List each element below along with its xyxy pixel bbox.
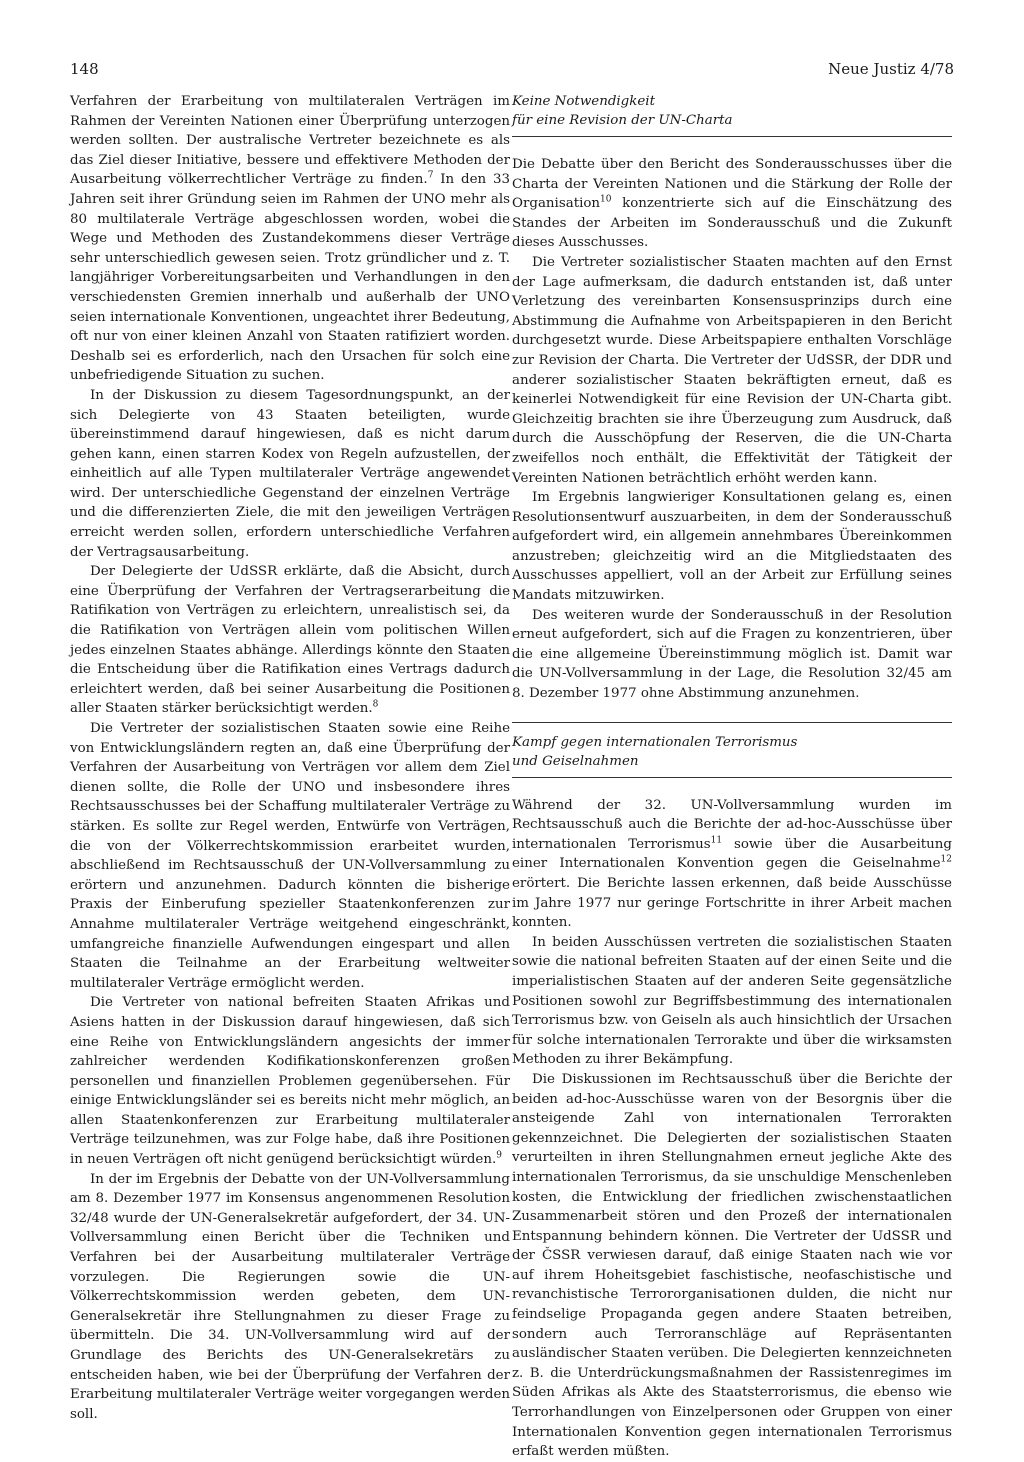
footnote-ref: 7 (427, 170, 434, 181)
paragraph: Die Vertreter von national befreiten Staaten Afrikas und Asiens hatten in der Diskussion darauf hingewiesen, daß sich eine Reihe von Entwicklungsländern angesichts der immer zahlreicher werdenden Kodifikationskonferenzen großen personellen und finanziellen Problemen gegenübersehen. Für einige Entwicklungsländer sei es bereits nicht mehr möglich, an allen Staatenkonferenzen zur Erarbeitung multilateraler Verträge teilzunehmen, was zur Folge habe, daß ihre Positionen in neuen Verträgen oft nicht genügend berücksichtigt würden.$^9$ (70, 995, 510, 1168)
footnote-ref: 9 (496, 1150, 502, 1161)
footnote-ref: 11 (710, 835, 723, 846)
paragraph: Die Vertreter der sozialistischen Staaten sowie eine Reihe von Entwicklungsländern regten an, daß eine Überprüfung der Verfahren der Ausarbeitung von Verträgen vor allem dem Ziel dienen sollte, die Rolle der UNO und insbesondere ihres Rechtsausschusses bei der Schaffung multilateraler Verträge zu stärken. Es sollte zur Regel werden, Entwürfe von Verträgen, die von der Völkerrechtskommission erarbeitet wurden, abschließend im Rechtsausschuß der UN-Vollversammlung zu erörtern und anzunehmen. Dadurch könnten die bisherige Praxis der Einberufung spezieller Staatenkonferenzen zur Annahme multilateraler Verträge weitgehend eingeschränkt, umfangreiche finanzielle Aufwendungen eingespart und allen Staaten die Teilnahme an der Erarbeitung weltweiter multilateraler Verträge ermöglicht werden. (70, 721, 510, 991)
paragraph: Verfahren der Erarbeitung von multilateralen Verträgen im Rahmen der Vereinten Nationen einer Überprüfung unterzogen werden sollten. Der australische Vertreter bezeichnete es als das Ziel dieser Initiative, bessere und effektivere Methoden der Ausarbeitung völkerrechtlicher Verträge zu finden.$^7$ In den 33 Jahren seit ihrer Gründung seien im Rahmen der UNO mehr als 80 multilaterale Verträge abgeschlossen worden, wobei die Wege und Methoden des Zustandekommens dieser Verträge sehr unterschiedlich gewesen seien. Trotz gründlicher und z. T. langjähriger Vorbereitungsarbeiten und Verhandlungen in den verschiedensten Gremien innerhalb und außerhalb der UNO seien internationale Konventionen, ungeachtet ihrer Bedeutung, oft nur von einer kleinen Anzahl von Staaten ratifiziert worden. Deshalb sei es erforderlich, nach den Ursachen für solch eine unbefriedigende Situation zu suchen. (70, 94, 510, 384)
paragraph: Die Vertreter sozialistischer Staaten machten auf den Ernst der Lage aufmerksam, die dadurch entstanden ist, daß unter Verletzung des vereinbarten Konsensusprinzips durch eine Abstimmung die Aufnahme von Arbeitspapieren in den Bericht durchgesetzt wurde. Diese Arbeitspapiere enthalten Vorschläge zur Revision der Charta. Die Vertreter der UdSSR, der DDR und anderer sozialistischer Staaten bekräftigten erneut, daß es keinerlei Notwendigkeit für eine Revision der UN-Charta gibt. Gleichzeitig brachten sie ihre Überzeugung zum Ausdruck, daß durch die Ausschöpfung der Reserven, die die UN-Charta zweifellos noch enthält, die Effektivität der Tätigkeit der Vereinten Nationen beträchtlich erhöht werden kann. (512, 254, 952, 486)
section-heading: Keine Notwendigkeit für eine Revision der UN-Charta (512, 94, 733, 128)
paragraph: Im Ergebnis langwieriger Konsultationen gelang es, einen Resolutionsentwurf auszuarbeiten, in dem der Sonderausschuß aufgefordert wird, ein allgemein annehmbares Übereinkommen anzustreben; gleichzeitig wird an die Mitgliedstaaten des Ausschusses appelliert, voll an der Arbeit zur Erfüllung seines Mandats mitzuwirken. (512, 490, 952, 604)
section-divider (512, 136, 952, 137)
footnote-ref: 12 (940, 854, 952, 865)
footnote-ref: 10 (600, 194, 612, 205)
paragraph: In beiden Ausschüssen vertreten die sozialistischen Staaten sowie die national befreiten Staaten auf der einen Seite und die imperialistischen Staaten auf der anderen Seite gegensätzliche Positionen sowohl zur Begriffsbestimmung des internationalen Terrorismus bzw. von Geiseln als auch hinsichtlich der Ursachen für solche internationalen Terrorakte und über die wirksamsten Methoden zu ihrer Bekämpfung. (512, 934, 952, 1068)
section-divider (512, 722, 952, 723)
paragraph: Der Delegierte der UdSSR erklärte, daß die Absicht, durch eine Überprüfung der Verfahren der Vertragserarbeitung die Ratifikation von Verträgen zu erleichtern, unrealistisch sei, da die Ratifikation von Verträgen allein vom politischen Willen jedes einzelnen Staates abhänge. Allerdings könnte den Staaten die Entscheidung über die Ratifikation eines Vertrags dadurch erleichtert werden, daß bei seiner Ausarbeitung die Positionen aller Staaten stärker berücksichtigt werden.$^8$ (70, 564, 510, 717)
section-heading: Kampf gegen internationalen Terrorismus und Geiselnahmen (512, 734, 798, 769)
page-header (70, 60, 954, 84)
footnote-ref: 8 (372, 699, 379, 710)
paragraph: Die Diskussionen im Rechtsausschuß über die Berichte der beiden ad-hoc-Ausschüsse waren von der Besorgnis über die ansteigende Zahl von internationalen Terrorakten gekennzeichnet. Die Delegierten der sozialistischen Staaten verurteilten in ihren Stellungnahmen erneut jegliche Akte des internationalen Terrorismus, da sie unschuldige Menschenleben kosten, die Entwicklung der friedlichen zwischenstaatlichen Zusammenarbeit stören und den Prozeß der internationalen Entspannung behindern können. Die Vertreter der UdSSR und der ČSSR verwiesen darauf, daß einige Staaten nach wie vor auf ihrem Hoheitsgebiet faschistische, neofaschistische und revanchistische Terrororganisationen dulden, die nicht nur feindselige Propaganda gegen andere Staaten betreiben, sondern auch Terroranschläge auf Repräsentanten ausländischer Staaten verüben. Die Delegierten kennzeichneten z. B. die Unterdrückungsmaßnahmen der Rassistenregimes im Süden Afrikas als Akte des Staatsterrorismus, die ebenso wie Terrorhandlungen von Einzelpersonen oder Gruppen von einer Internationalen Konvention gegen internationalen Terrorismus erfaßt werden müßten. (512, 1071, 952, 1460)
page-number: 148 (70, 60, 99, 78)
section-divider (512, 777, 952, 778)
paragraph: Des weiteren wurde der Sonderausschuß in der Resolution erneut aufgefordert, sich auf die Fragen zu konzentrieren, über die eine allgemeine Übereinstimmung möglich ist. Damit war die UN-Vollversammlung in der Lage, die Resolution 32/45 am 8. Dezember 1977 ohne Abstimmung anzunehmen. (512, 607, 952, 702)
paragraph: In der im Ergebnis der Debatte von der UN-Vollversammlung am 8. Dezember 1977 im Konsensus angenommenen Resolution 32/48 wurde der UN-Generalsekretär aufgefordert, der 34. UN-Vollversammlung einen Bericht über die Techniken und Verfahren bei der Ausarbeitung multilateraler Verträge vorzulegen. Die Regierungen sowie die UN-Völkerrechtskommission werden gebeten, dem UN-Generalsekretär ihre Stellungnahmen zu dieser Frage zu übermitteln. Die 34. UN-Vollversammlung wird auf der Grundlage des Berichts des UN-Generalsekretärs zu entscheiden haben, wie bei der Überprüfung der Verfahren der Erarbeitung multilateraler Verträge weiter vorgegangen werden soll. (70, 1171, 510, 1422)
journal-issue: Neue Justiz 4/78 (828, 60, 954, 78)
paragraph: Die Debatte über den Bericht des Sonderausschusses über die Charta der Vereinten Nationen und die Stärkung der Rolle der Organisation$^{10}$ konzentrierte sich auf die Einschätzung des Standes der Arbeiten im Sonderausschuß und die Zukunft dieses Ausschusses. (512, 157, 952, 251)
left-column (70, 92, 510, 1424)
paragraph: In der Diskussion zu diesem Tagesordnungspunkt, an der sich Delegierte von 43 Staaten beteiligten, wurde übereinstimmend darauf hingewiesen, daß es nicht darum gehen kann, einen starren Kodex von Regeln aufzustellen, der einheitlich auf alle Typen multilateraler Verträge angewendet wird. Der unterschiedliche Gegenstand der einzelnen Verträge und die differenzierten Ziele, die mit den jeweiligen Verträgen erreicht werden sollen, erfordern unterschiedliche Verfahren der Vertragsausarbeitung. (70, 387, 510, 560)
paragraph: Während der 32. UN-Vollversammlung wurden im Rechtsausschuß auch die Berichte der ad-hoc-Ausschüsse über internationalen Terrorismus$^{11}$ sowie über die Ausarbeitung einer Internationalen Konvention gegen die Geiselnahme$^{12}$ erörtert. Die Berichte lassen erkennen, daß beide Ausschüsse im Jahre 1977 nur geringe Fortschritte in ihrer Arbeit machen konnten. (512, 797, 952, 931)
right-column (512, 92, 952, 1462)
